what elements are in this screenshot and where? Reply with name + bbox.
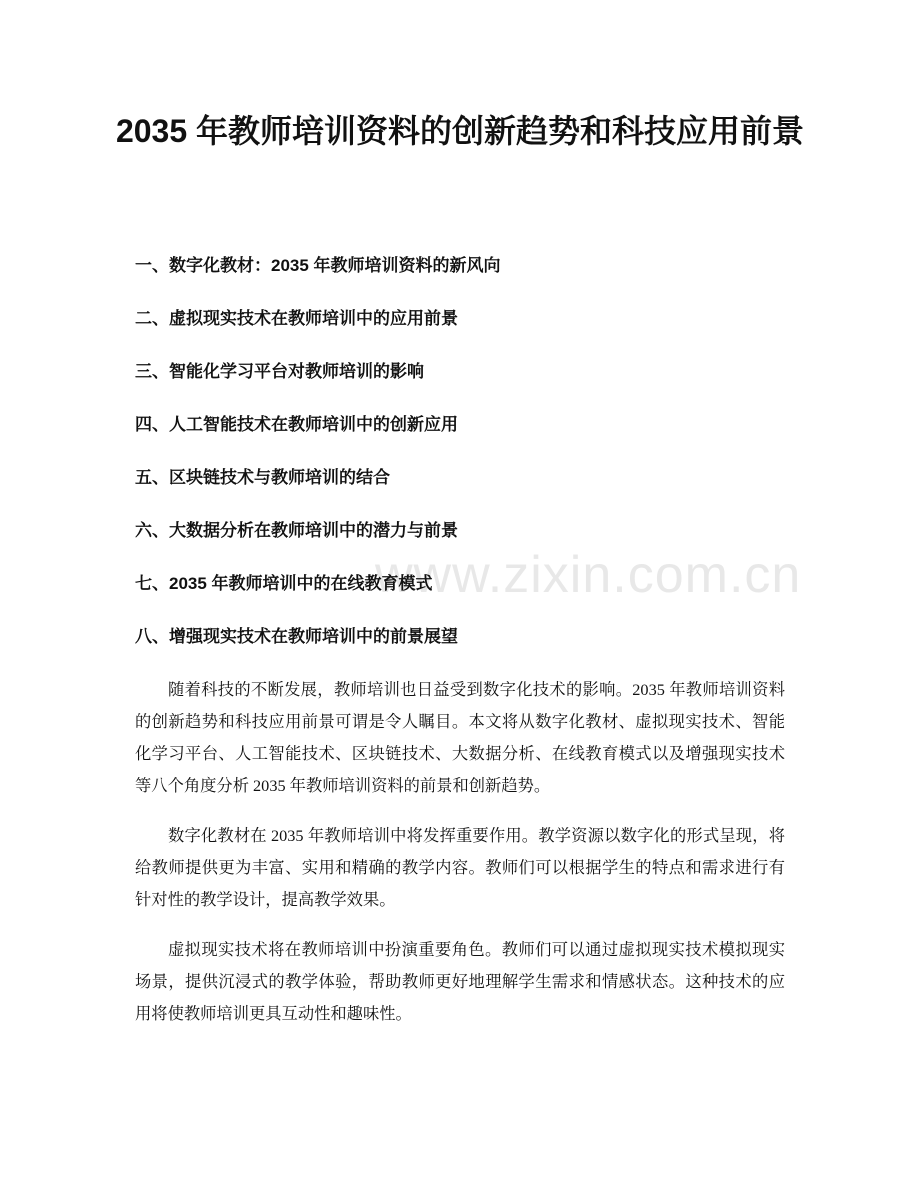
toc-item: 五、区块链技术与教师培训的结合 (135, 468, 390, 487)
toc-item: 七、2035 年教师培训中的在线教育模式 (135, 574, 433, 593)
document-title: 2035 年教师培训资料的创新趋势和科技应用前景 (115, 113, 805, 149)
body-text (135, 674, 785, 1048)
toc-item: 四、人工智能技术在教师培训中的创新应用 (135, 415, 458, 434)
toc-item: 八、增强现实技术在教师培训中的前景展望 (135, 627, 458, 646)
toc-item: 三、智能化学习平台对教师培训的影响 (135, 362, 424, 381)
table-of-contents (135, 252, 501, 676)
toc-item: 二、虚拟现实技术在教师培训中的应用前景 (135, 309, 458, 328)
toc-item: 六、大数据分析在教师培训中的潜力与前景 (135, 521, 458, 540)
toc-item: 一、数字化教材：2035 年教师培训资料的新风向 (135, 256, 501, 275)
paragraph: 数字化教材在 2035 年教师培训中将发挥重要作用。教学资源以数字化的形式呈现，将给教师提供更为丰富、实用和精确的教学内容。教师们可以根据学生的特点和需求进行有针对性的教学设计，提高教学效果。 (135, 826, 785, 909)
paragraph: 随着科技的不断发展，教师培训也日益受到数字化技术的影响。2035 年教师培训资料的创新趋势和科技应用前景可谓是令人瞩目。本文将从数字化教材、虚拟现实技术、智能化学习平台、人工智能技术、区块链技术、大数据分析、在线教育模式以及增强现实技术等八个角度分析 2035 年教师培训资料的前景和创新趋势。 (135, 680, 785, 795)
paragraph: 虚拟现实技术将在教师培训中扮演重要角色。教师们可以通过虚拟现实技术模拟现实场景，提供沉浸式的教学体验，帮助教师更好地理解学生需求和情感状态。这种技术的应用将使教师培训更具互动性和趣味性。 (135, 940, 785, 1023)
watermark: www.zixin.com.cn (375, 546, 802, 604)
